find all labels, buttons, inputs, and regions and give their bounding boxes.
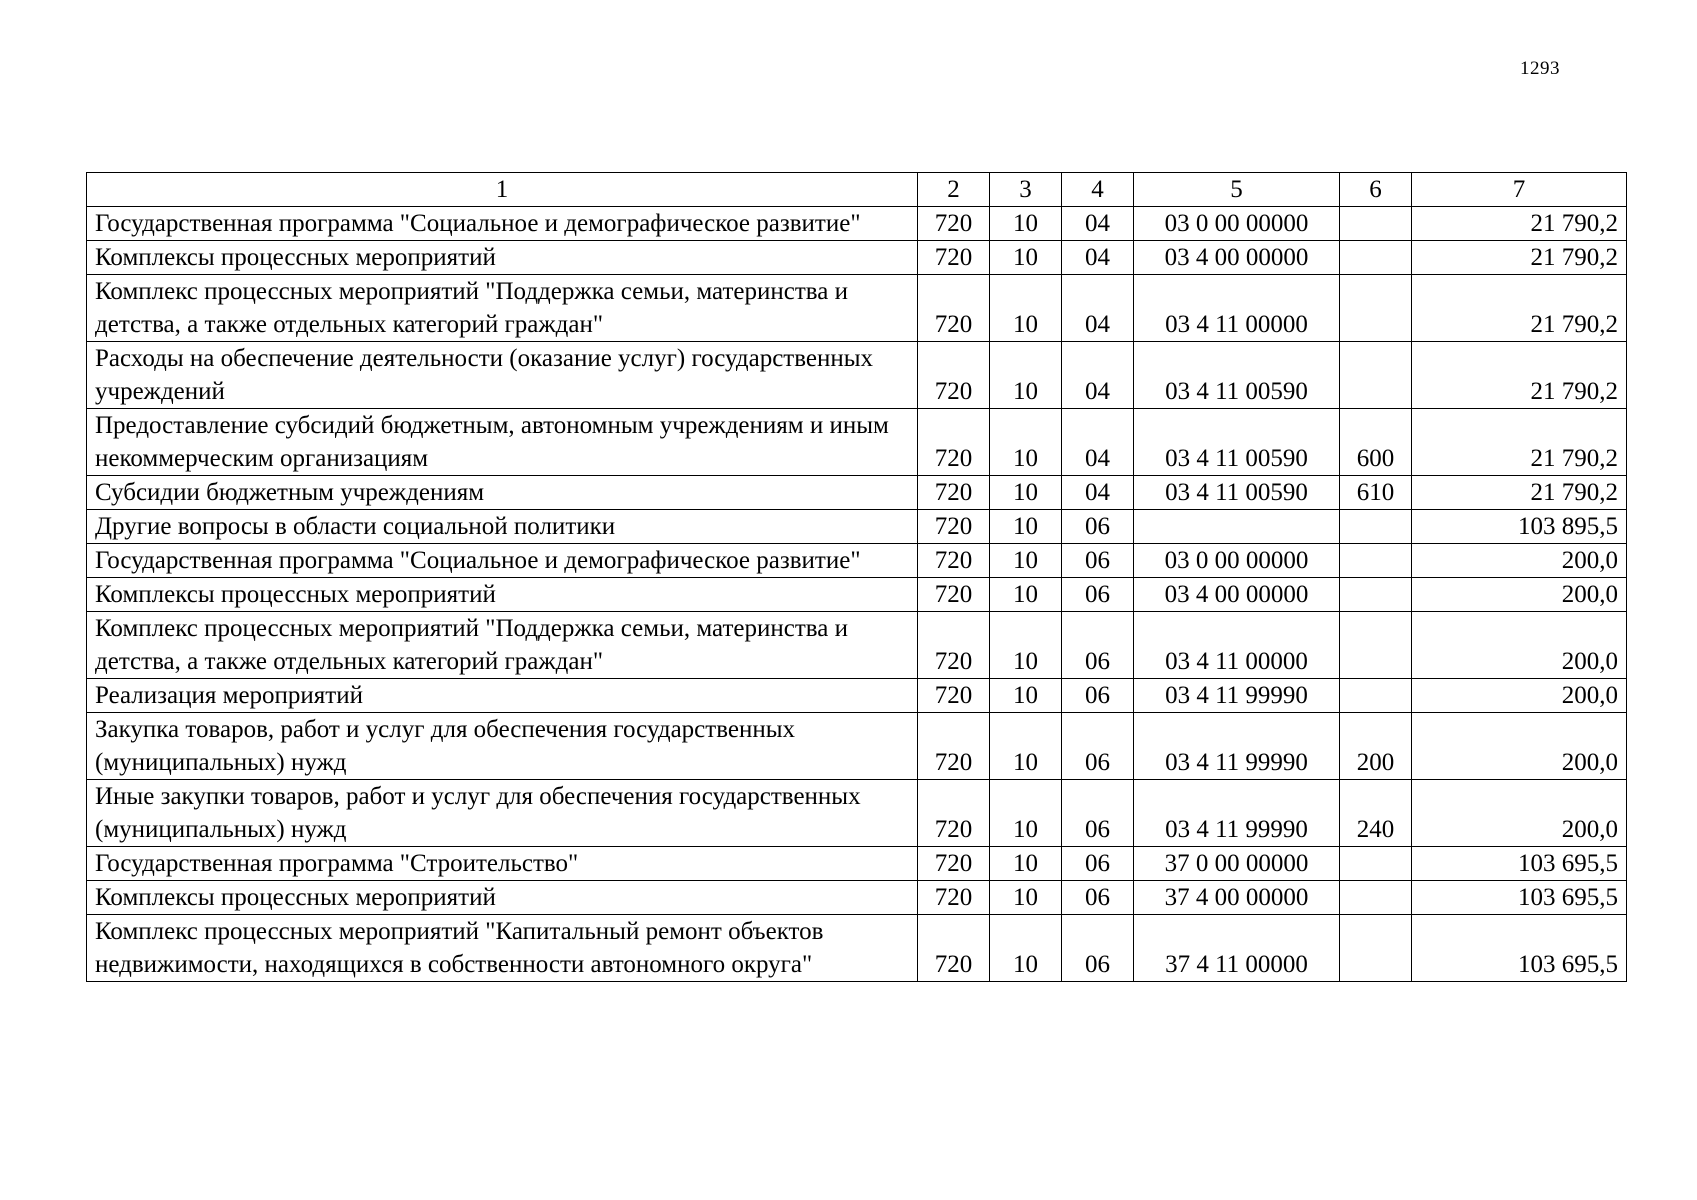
row-col4-cell: 06 [1062,612,1134,679]
row-col4-cell: 04 [1062,409,1134,476]
row-col4-cell: 06 [1062,847,1134,881]
row-col7-cell: 21 790,2 [1412,342,1627,409]
row-name-cell: Государственная программа "Социальное и демографическое развитие" [87,207,918,241]
table-row [87,241,1627,275]
row-col5-cell: 03 4 11 00590 [1134,409,1340,476]
table-row [87,679,1627,713]
row-col2-cell: 720 [918,915,990,982]
table-row [87,409,1627,476]
row-col3-cell: 10 [990,409,1062,476]
row-col7-cell: 21 790,2 [1412,476,1627,510]
table-row [87,915,1627,982]
row-col5-cell: 03 4 11 00590 [1134,476,1340,510]
row-col5-cell: 03 4 00 00000 [1134,578,1340,612]
row-col4-cell: 06 [1062,780,1134,847]
row-col4-cell: 04 [1062,476,1134,510]
row-col7-cell: 200,0 [1412,679,1627,713]
row-col6-cell [1340,679,1412,713]
row-col4-cell: 06 [1062,578,1134,612]
row-name-cell: Предоставление субсидий бюджетным, автономным учреждениям и иным некоммерческим организациям [87,409,918,476]
row-col7-cell: 21 790,2 [1412,409,1627,476]
row-name-cell: Комплекс процессных мероприятий "Поддержка семьи, материнства и детства, а также отдельных категорий граждан" [87,275,918,342]
table-row [87,544,1627,578]
row-col6-cell [1340,241,1412,275]
row-col2-cell: 720 [918,207,990,241]
header-cell: 3 [990,173,1062,207]
row-col2-cell: 720 [918,476,990,510]
row-col7-cell: 103 695,5 [1412,915,1627,982]
row-col5-cell: 03 4 00 00000 [1134,241,1340,275]
header-cell: 7 [1412,173,1627,207]
header-cell: 5 [1134,173,1340,207]
row-col2-cell: 720 [918,847,990,881]
row-col7-cell: 200,0 [1412,544,1627,578]
budget-table [86,172,1627,982]
row-col6-cell [1340,207,1412,241]
table-row [87,780,1627,847]
row-col4-cell: 04 [1062,342,1134,409]
header-cell: 4 [1062,173,1134,207]
row-name-cell: Комплекс процессных мероприятий "Поддержка семьи, материнства и детства, а также отдельных категорий граждан" [87,612,918,679]
row-col6-cell: 240 [1340,780,1412,847]
row-col2-cell: 720 [918,241,990,275]
row-col3-cell: 10 [990,510,1062,544]
row-col3-cell: 10 [990,881,1062,915]
row-col5-cell: 03 0 00 00000 [1134,207,1340,241]
table-row [87,476,1627,510]
row-col7-cell: 200,0 [1412,578,1627,612]
row-col4-cell: 06 [1062,544,1134,578]
row-col3-cell: 10 [990,476,1062,510]
header-row [87,173,1627,207]
row-col3-cell: 10 [990,847,1062,881]
row-col3-cell: 10 [990,544,1062,578]
row-name-cell: Закупка товаров, работ и услуг для обеспечения государственных (муниципальных) нужд [87,713,918,780]
row-col3-cell: 10 [990,713,1062,780]
row-col6-cell [1340,544,1412,578]
row-col2-cell: 720 [918,275,990,342]
row-col5-cell: 03 4 11 99990 [1134,679,1340,713]
row-col7-cell: 103 695,5 [1412,881,1627,915]
row-col6-cell [1340,342,1412,409]
row-col2-cell: 720 [918,881,990,915]
table-row [87,847,1627,881]
header-cell: 1 [87,173,918,207]
row-col5-cell: 37 0 00 00000 [1134,847,1340,881]
row-col4-cell: 06 [1062,713,1134,780]
row-name-cell: Комплекс процессных мероприятий "Капитальный ремонт объектов недвижимости, находящихся в собственности автономного округа" [87,915,918,982]
row-col7-cell: 200,0 [1412,612,1627,679]
row-col7-cell: 21 790,2 [1412,207,1627,241]
header-cell: 6 [1340,173,1412,207]
row-col4-cell: 06 [1062,679,1134,713]
row-name-cell: Комплексы процессных мероприятий [87,881,918,915]
row-col7-cell: 200,0 [1412,713,1627,780]
row-col7-cell: 21 790,2 [1412,275,1627,342]
row-col3-cell: 10 [990,578,1062,612]
row-col3-cell: 10 [990,780,1062,847]
row-col6-cell [1340,612,1412,679]
row-col5-cell: 03 4 11 99990 [1134,713,1340,780]
row-col5-cell: 03 0 00 00000 [1134,544,1340,578]
row-col2-cell: 720 [918,578,990,612]
table-row [87,881,1627,915]
page-number: 1293 [1520,58,1560,79]
row-col4-cell: 04 [1062,241,1134,275]
row-name-cell: Государственная программа "Строительство" [87,847,918,881]
row-col2-cell: 720 [918,612,990,679]
table-row [87,510,1627,544]
header-cell: 2 [918,173,990,207]
table-row [87,612,1627,679]
row-col3-cell: 10 [990,207,1062,241]
table-row [87,275,1627,342]
row-col3-cell: 10 [990,915,1062,982]
row-col4-cell: 06 [1062,510,1134,544]
row-col7-cell: 21 790,2 [1412,241,1627,275]
row-col5-cell: 03 4 11 99990 [1134,780,1340,847]
row-name-cell: Реализация мероприятий [87,679,918,713]
row-col6-cell [1340,510,1412,544]
table-row [87,713,1627,780]
row-col3-cell: 10 [990,679,1062,713]
row-name-cell: Расходы на обеспечение деятельности (оказание услуг) государственных учреждений [87,342,918,409]
row-col6-cell: 610 [1340,476,1412,510]
row-col2-cell: 720 [918,409,990,476]
row-name-cell: Государственная программа "Социальное и демографическое развитие" [87,544,918,578]
row-col3-cell: 10 [990,342,1062,409]
row-col5-cell [1134,510,1340,544]
row-col5-cell: 37 4 00 00000 [1134,881,1340,915]
row-col6-cell: 200 [1340,713,1412,780]
row-col6-cell: 600 [1340,409,1412,476]
row-col2-cell: 720 [918,713,990,780]
row-col2-cell: 720 [918,342,990,409]
row-col6-cell [1340,847,1412,881]
row-col3-cell: 10 [990,241,1062,275]
row-col2-cell: 720 [918,544,990,578]
row-col2-cell: 720 [918,679,990,713]
row-name-cell: Комплексы процессных мероприятий [87,241,918,275]
table-body [87,207,1627,982]
table-row [87,207,1627,241]
row-name-cell: Комплексы процессных мероприятий [87,578,918,612]
row-col7-cell: 200,0 [1412,780,1627,847]
row-col3-cell: 10 [990,612,1062,679]
row-col2-cell: 720 [918,510,990,544]
row-col4-cell: 04 [1062,275,1134,342]
row-col2-cell: 720 [918,780,990,847]
row-col6-cell [1340,578,1412,612]
row-col5-cell: 03 4 11 00590 [1134,342,1340,409]
row-col7-cell: 103 695,5 [1412,847,1627,881]
table-row [87,578,1627,612]
row-name-cell: Другие вопросы в области социальной политики [87,510,918,544]
row-col5-cell: 03 4 11 00000 [1134,612,1340,679]
row-col4-cell: 06 [1062,915,1134,982]
row-col6-cell [1340,881,1412,915]
table-row [87,342,1627,409]
row-name-cell: Иные закупки товаров, работ и услуг для обеспечения государственных (муниципальных) нужд [87,780,918,847]
row-col6-cell [1340,275,1412,342]
row-col6-cell [1340,915,1412,982]
row-col5-cell: 37 4 11 00000 [1134,915,1340,982]
row-col4-cell: 06 [1062,881,1134,915]
row-col3-cell: 10 [990,275,1062,342]
row-col7-cell: 103 895,5 [1412,510,1627,544]
row-col4-cell: 04 [1062,207,1134,241]
row-col5-cell: 03 4 11 00000 [1134,275,1340,342]
row-name-cell: Субсидии бюджетным учреждениям [87,476,918,510]
